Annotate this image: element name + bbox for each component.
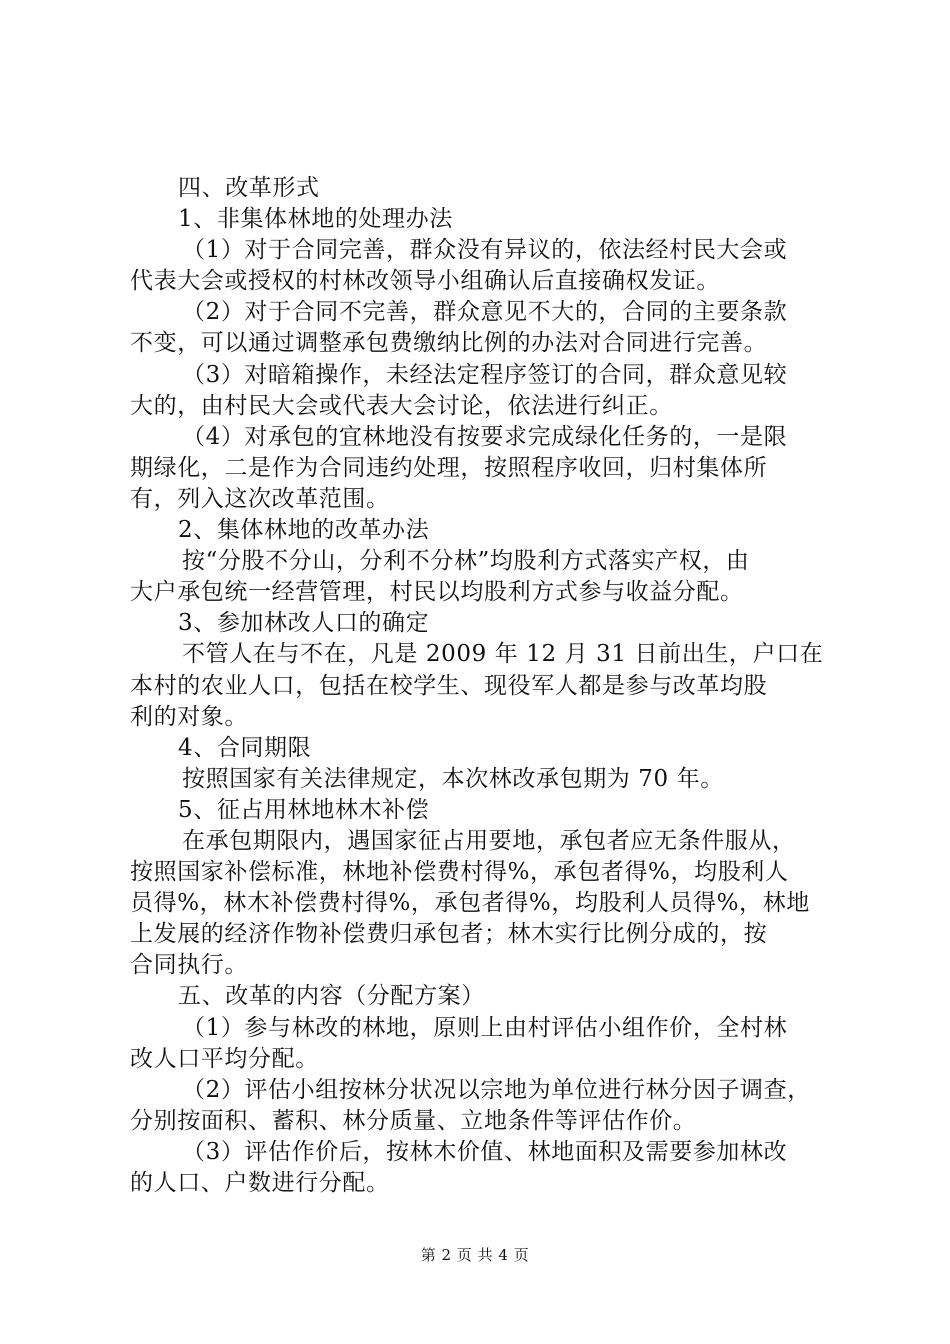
body-text-line: （3）评估作价后，按林木价值、林地面积及需要参加林改 bbox=[182, 1138, 788, 1165]
section-heading-line: 5、征占用林地林木补偿 bbox=[178, 796, 430, 823]
body-text-line: 代表大会或授权的村林改领导小组确认后直接确权发证。 bbox=[130, 268, 720, 295]
body-text-line: 按“分股不分山，分利不分林”均股利方式落实产权，由 bbox=[182, 548, 750, 575]
body-text-line: 大户承包统一经营管理，村民以均股利方式参与收益分配。 bbox=[130, 579, 744, 606]
body-text-line: （4）对承包的宜林地没有按要求完成绿化任务的，一是限 bbox=[182, 423, 788, 450]
document-body bbox=[130, 173, 830, 1199]
body-text-line: 不管人在与不在，凡是 2009 年 12 月 31 日前出生，户口在 bbox=[182, 641, 824, 668]
section-heading-line: 四、改革形式 bbox=[178, 175, 320, 201]
body-text-line: 本村的农业人口，包括在校学生、现役军人都是参与改革均股 bbox=[130, 672, 768, 699]
body-text-line: 员得%，林木补偿费村得%，承包者得%，均股利人员得%，林地 bbox=[130, 890, 810, 917]
body-text-line: 的人口、户数进行分配。 bbox=[130, 1170, 390, 1196]
section-heading-line: 1、非集体林地的处理办法 bbox=[178, 206, 453, 233]
body-text-line: 上发展的经济作物补偿费归承包者；林木实行比例分成的，按 bbox=[130, 921, 768, 948]
body-text-line: 分别按面积、蓄积、林分质量、立地条件等评估作价。 bbox=[130, 1107, 697, 1134]
body-text-line: 利的对象。 bbox=[130, 703, 248, 730]
section-heading-line: 3、参加林改人口的确定 bbox=[178, 610, 430, 637]
body-text-line: （2）评估小组按林分状况以宗地为单位进行林分因子调查， bbox=[182, 1076, 811, 1103]
body-text-line: （1）对于合同完善，群众没有异议的，依法经村民大会或 bbox=[182, 237, 788, 264]
body-text-line: 按照国家补偿标准，林地补偿费村得%，承包者得%，均股利人 bbox=[130, 859, 789, 886]
body-text-line: 有，列入这次改革范围。 bbox=[130, 485, 390, 512]
body-text-line: 改人口平均分配。 bbox=[130, 1045, 319, 1072]
body-text-line: 大的，由村民大会或代表大会讨论，依法进行纠正。 bbox=[130, 392, 673, 419]
body-text-line: 合同执行。 bbox=[130, 952, 248, 979]
body-text-line: （2）对于合同不完善，群众意见不大的，合同的主要条款 bbox=[182, 299, 788, 326]
body-text-line: 在承包期限内，遇国家征占用要地，承包者应无条件服从， bbox=[182, 827, 796, 854]
body-text-line: 不变，可以通过调整承包费缴纳比例的办法对合同进行完善。 bbox=[130, 330, 768, 357]
body-text-line: （3）对暗箱操作，未经法定程序签订的合同，群众意见较 bbox=[182, 361, 788, 388]
body-text-line: 期绿化，二是作为合同违约处理，按照程序收回，归村集体所 bbox=[130, 454, 768, 481]
page-footer: 第 2 页 共 4 页 bbox=[420, 1246, 530, 1264]
section-heading-line: 2、集体林地的改革办法 bbox=[178, 517, 430, 544]
body-text-line: （1）参与林改的林地，原则上由村评估小组作价，全村林 bbox=[182, 1014, 788, 1041]
section-heading-line: 4、合同期限 bbox=[178, 734, 312, 761]
body-text-line: 按照国家有关法律规定，本次林改承包期为 70 年。 bbox=[182, 765, 724, 792]
section-heading-line: 五、改革的内容（分配方案） bbox=[178, 983, 485, 1010]
